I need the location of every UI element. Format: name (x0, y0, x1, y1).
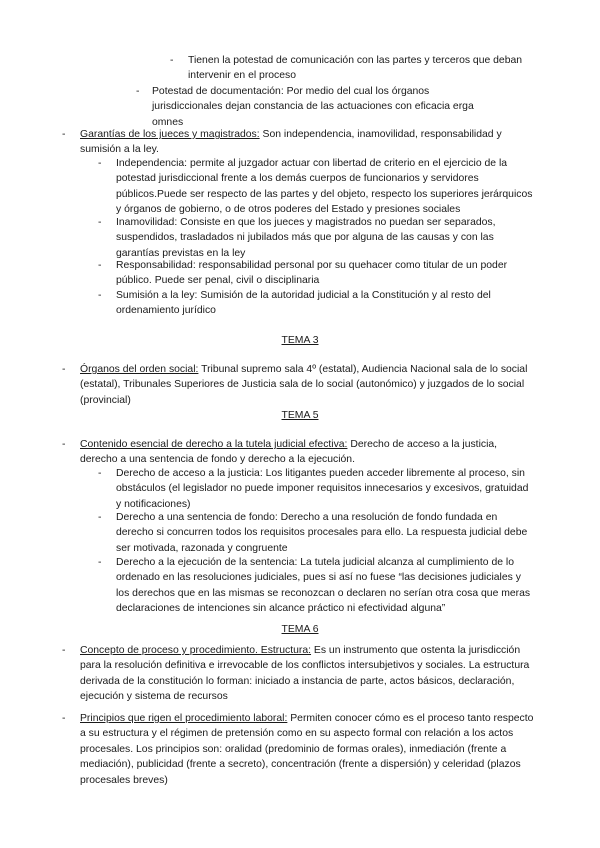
bullet-dash: - (62, 364, 66, 375)
sub-item-text: Derecho de acceso a la justicia: Los litigantes pueden acceder libremente al proceso, sin obstáculos (el legislador no puede imponer requisitos innecesarios y excesivos, gratuidad y notificaciones) (116, 468, 529, 510)
bullet-dash: - (62, 645, 66, 656)
heading-tema-3: TEMA 3 (281, 335, 319, 346)
section-principios (80, 711, 534, 788)
heading-tema-5: TEMA 5 (281, 410, 319, 421)
garantias-inamovilidad (116, 215, 534, 261)
bullet-dash: - (98, 217, 102, 228)
bullet-dash: - (98, 468, 102, 479)
section-garantias (80, 127, 534, 158)
tutela-acceso (116, 466, 534, 512)
bullet-dash: - (62, 129, 66, 140)
intro-item-text: Potestad de documentación: Por medio del cual los órganos jurisdiccionales dejan constancia de las actuaciones con eficacia erga omnes (152, 86, 474, 128)
section-title: Principios que rigen el procedimiento laboral: (80, 713, 288, 724)
section-title: Contenido esencial de derecho a la tutela judicial efectiva: (80, 439, 348, 450)
bullet-dash: - (98, 260, 102, 271)
sub-item-text: Inamovilidad: Consiste en que los jueces y magistrados no puedan ser separados, suspendidos, trasladados ni jubilados más que por alguna de las causas y con las garantías previstas en la ley (116, 217, 496, 259)
section-text: Permiten conocer cómo es el proceso tanto respecto a su estructura y el régimen de pretensión como en su aspecto formal con relación a los actos procesales. Los principios son: oralidad (predominio de formas orales), inmediación (frente a mediación), publicidad (frente a secreto), concentración (frente a dispersión) y celeridad (plazos procesales breves) (80, 713, 534, 786)
bullet-dash: - (98, 512, 102, 523)
bullet-dash: - (136, 86, 140, 97)
bullet-dash: - (98, 158, 102, 169)
sub-item-text: Derecho a una sentencia de fondo: Derecho a una resolución de fondo fundada en derecho si concurren todos los requisitos procesales para ello. La respuesta judicial debe ser motivada, razonada y congruente (116, 512, 528, 554)
section-text: Son independencia, inamovilidad, responsabilidad y sumisión a la ley. (80, 129, 502, 156)
bullet-dash: - (170, 55, 174, 66)
tutela-sentencia (116, 510, 534, 556)
sub-item-text: Sumisión a la ley: Sumisión de la autoridad judicial a la Constitución y al resto del ordenamiento jurídico (116, 290, 491, 317)
bullet-dash: - (62, 439, 66, 450)
bullet-dash: - (98, 290, 102, 301)
sub-item-text: Responsabilidad: responsabilidad personal por su quehacer como titular de un poder público. Puede ser penal, civil o disciplinaria (116, 260, 508, 287)
intro-item-documentacion (152, 84, 492, 130)
garantias-independencia (116, 156, 534, 218)
bullet-dash: - (62, 713, 66, 724)
garantias-sumision (116, 288, 534, 319)
section-text: Derecho de acceso a la justicia, derecho a una sentencia de fondo y derecho a la ejecución. (80, 439, 498, 466)
section-organos (80, 362, 534, 408)
tutela-ejecucion (116, 555, 534, 617)
section-tutela (80, 437, 534, 468)
sub-item-text: Independencia: permite al juzgador actuar con libertad de criterio en el ejercicio de la potestad jurisdiccional frente a los demás cuerpos de funcionarios y servidores públicos.Puede ser respecto de las partes y del objeto, respecto los superiores jerárquicos y órganos de gobierno, o de otros poderes del Estado y presiones sociales (116, 158, 533, 216)
heading-tema-6: TEMA 6 (281, 624, 319, 635)
sub-item-text: Derecho a la ejecución de la sentencia: La tutela judicial alcanza al cumplimiento de lo ordenado en las resoluciones judiciales, pues si así no fuese “las decisiones judiciales y los derechos que en las mismas se reconozcan o declaren no serían otra cosa que meras declaraciones de intenciones sin alcance práctico ni efectividad alguna” (116, 557, 531, 615)
section-title: Garantías de los jueces y magistrados: (80, 129, 260, 140)
section-title: Órganos del orden social: (80, 364, 199, 375)
intro-item-text: Tienen la potestad de comunicación con las partes y terceros que deban intervenir en el proceso (188, 55, 523, 82)
garantias-responsabilidad (116, 258, 534, 289)
section-text: Tribunal supremo sala 4º (estatal), Audiencia Nacional sala de lo social (estatal), Tribunales Superiores de Justicia sala de lo social (autonómico) y juzgados de lo social (provincial) (80, 364, 528, 406)
section-title: Concepto de proceso y procedimiento. Estructura: (80, 645, 312, 656)
section-text: Es un instrumento que ostenta la jurisdicción para la resolución definitiva e irrevocable de los conflictos intersubjetivos y sociales. La estructura derivada de la constitución lo forman: iniciado a instancia de parte, actos básicos, declaración, ejecución y sistema de recursos (80, 645, 530, 703)
bullet-dash: - (98, 557, 102, 568)
intro-item-comunicacion (188, 53, 528, 84)
section-concepto-proceso (80, 643, 534, 705)
